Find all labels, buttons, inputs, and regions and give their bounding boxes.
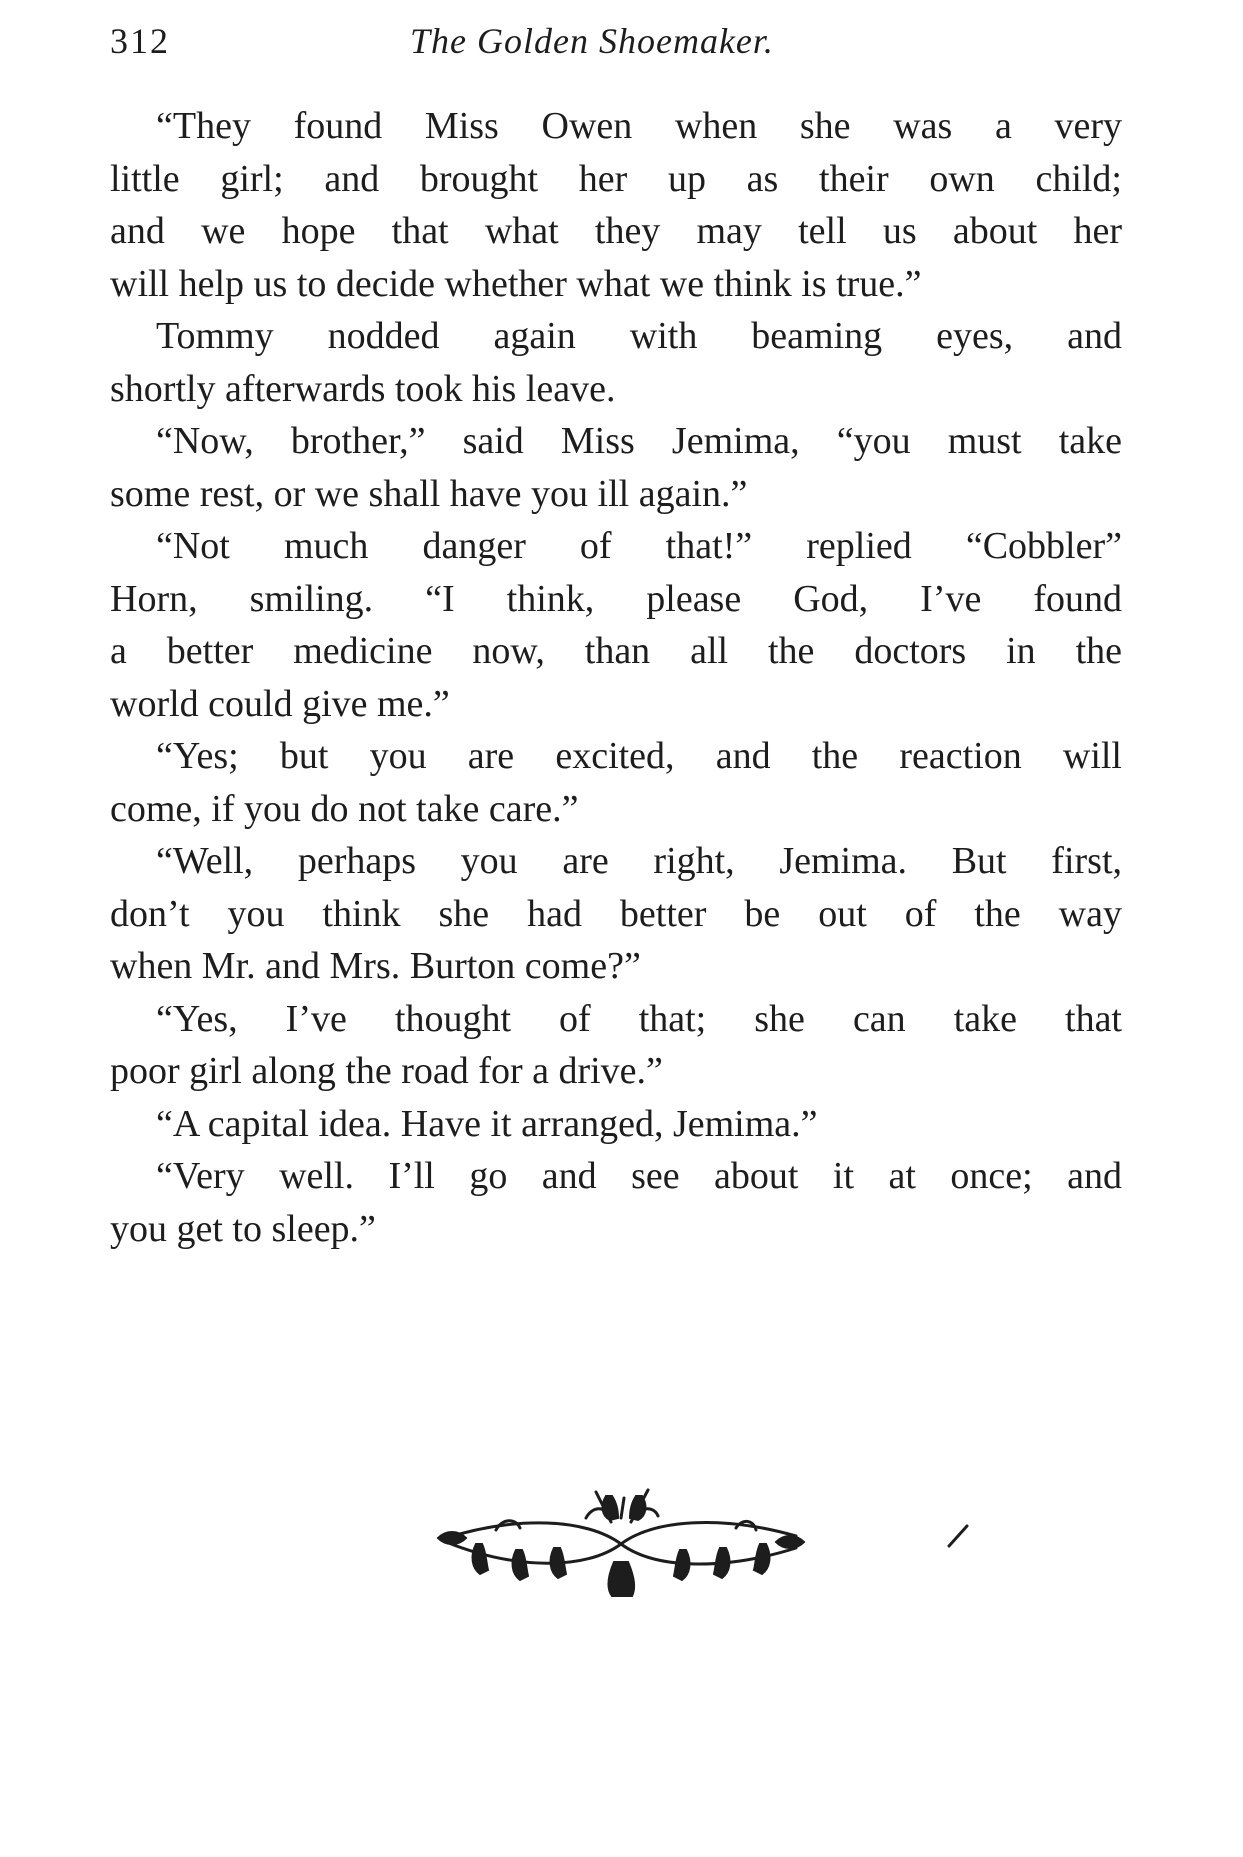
text-line: when Mr. and Mrs. Burton come?” — [110, 945, 641, 987]
text-line: Tommy nodded again with beaming eyes, and — [156, 315, 1122, 357]
text-line: little girl; and brought her up as their own child; — [110, 157, 1122, 200]
text-line: a better medicine now, than all the doctors in the — [110, 630, 1122, 672]
running-title: The Golden Shoemaker. — [410, 21, 774, 61]
floral-bellflower-ornament-icon — [436, 1478, 806, 1602]
text-line: poor girl along the road for a drive.” — [110, 1050, 663, 1092]
text-line: and we hope that what they may tell us about her — [110, 210, 1122, 252]
running-head — [110, 20, 1110, 80]
text-line: you get to sleep.” — [110, 1207, 376, 1250]
text-line: shortly afterwards took his leave. — [110, 367, 616, 410]
text-line: “They found Miss Owen when she was a very — [156, 105, 1122, 147]
text-line: Horn, smiling. “I think, please God, I’ve found — [110, 577, 1122, 620]
text-line: “Yes, I’ve thought of that; she can take that — [156, 997, 1122, 1040]
text-line: “Yes; but you are excited, and the reaction will — [156, 735, 1122, 777]
body-text — [110, 100, 1122, 1255]
text-line: some rest, or we shall have you ill again.” — [110, 472, 748, 515]
text-line: don’t you think she had better be out of the way — [110, 892, 1122, 935]
text-line: “Well, perhaps you are right, Jemima. But first, — [156, 840, 1122, 882]
page-number: 312 — [110, 21, 170, 61]
text-line: “Not much danger of that!” replied “Cobbler” — [156, 525, 1122, 567]
text-line: “A capital idea. Have it arranged, Jemima.” — [156, 1102, 818, 1145]
text-line: come, if you do not take care.” — [110, 787, 579, 830]
text-line: “Now, brother,” said Miss Jemima, “you must take — [156, 420, 1122, 462]
text-line: “Very well. I’ll go and see about it at once; and — [156, 1155, 1122, 1197]
text-line: will help us to decide whether what we think is true.” — [110, 262, 922, 305]
text-line: world could give me.” — [110, 682, 450, 725]
ink-mark — [945, 1520, 975, 1550]
